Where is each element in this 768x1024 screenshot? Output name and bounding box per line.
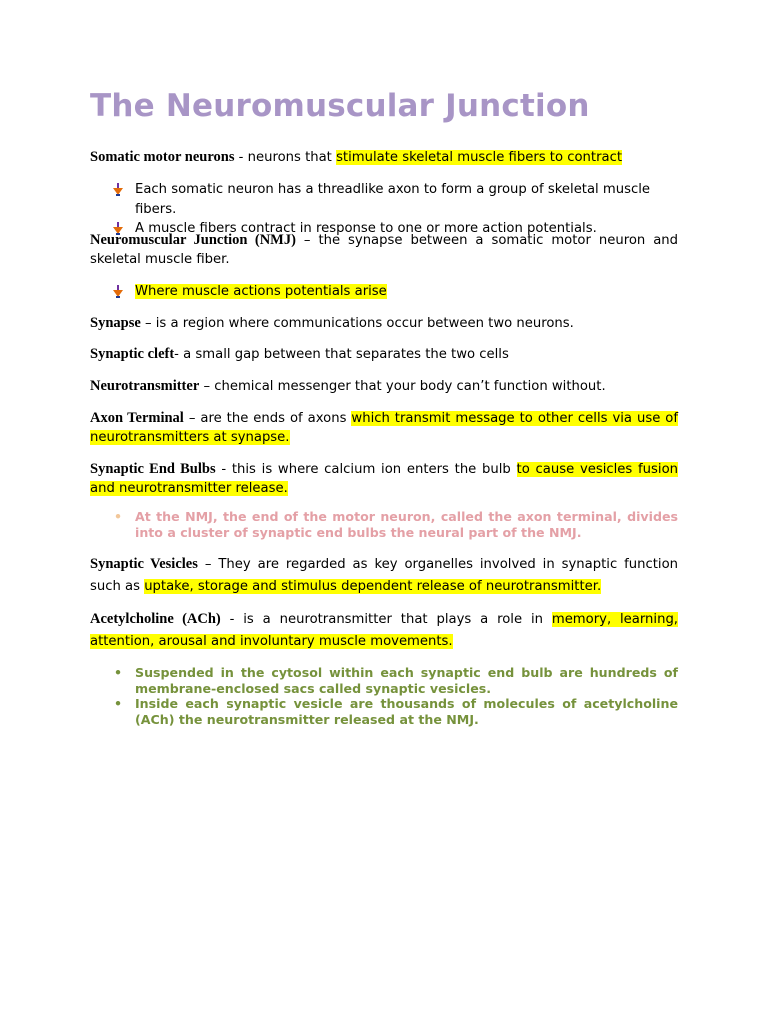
ach-notes [112,665,678,727]
bulbs-paragraph [90,460,678,498]
term-ach: Acetylcholine (ACh) [90,611,221,627]
term-synapse: Synapse [90,315,141,331]
definition-text: – are the ends of axons [183,411,352,426]
list-item [112,665,678,696]
term-somatic: Somatic motor neurons [90,149,235,165]
somatic-paragraph [90,148,678,167]
bulbs-notes [112,509,678,540]
synapse-paragraph [90,314,678,333]
nmj-bullets [112,282,678,302]
list-item-text: A muscle fibers contract in response to one or more action potentials. [135,221,597,236]
arrow-bullet-icon [112,285,124,298]
separator: - [234,150,248,165]
highlighted-text: uptake, storage and stimulus dependent release of neurotransmitter. [144,578,602,594]
somatic-bullets [112,180,678,239]
axon-paragraph [90,409,678,447]
definition-text: – chemical messenger that your body can’t function without. [199,379,606,394]
list-item-text: Suspended in the cytosol within each synaptic end bulb are hundreds of membrane-enclosed sacs called synaptic vesicles. [135,665,678,696]
list-item [112,180,678,219]
list-item [112,509,678,540]
definition-text: - is a neurotransmitter that plays a role in [220,612,552,627]
highlighted-text: which transmit message to other cells via use of neurotransmitters at synapse. [90,411,679,445]
term-cleft: Synaptic cleft [90,346,175,362]
highlighted-text: to cause vesicles fusion and neurotransmitter release. [90,462,678,496]
term-bulbs: Synaptic End Bulbs [90,461,216,477]
definition-text: - a small gap between that separates the two cells [174,347,509,362]
page-title: The Neuromuscular Junction [90,88,590,124]
cleft-paragraph [90,345,678,364]
list-item [112,696,678,727]
definition-text: - this is where calcium ion enters the bulb [215,462,517,477]
neurotransmitter-paragraph [90,377,678,396]
bullet-dot-icon: • [114,665,123,680]
highlighted-text: memory, learning, attention, arousal and involuntary muscle movements. [90,612,679,649]
term-axon: Axon Terminal [90,410,184,426]
nmj-paragraph [90,231,678,269]
bullet-dot-icon: • [114,509,123,524]
list-item-text: Where muscle actions potentials arise [135,284,387,299]
highlighted-text: stimulate skeletal muscle fibers to contract [336,150,623,165]
term-nmj: Neuromuscular Junction (NMJ) [90,232,296,248]
list-item [112,282,678,302]
arrow-bullet-icon [112,183,124,196]
definition-text: neurons that [247,150,337,165]
list-item-text: Inside each synaptic vesicle are thousands of molecules of acetylcholine (ACh) the neurotransmitter released at the NMJ. [135,696,678,727]
ach-paragraph [90,609,678,652]
vesicles-paragraph [90,554,678,597]
term-vesicles: Synaptic Vesicles [90,556,198,572]
definition-text: – is a region where communications occur between two neurons. [140,316,574,331]
list-item-text: At the NMJ, the end of the motor neuron, called the axon terminal, divides into a cluster of synaptic end bulbs the neural part of the NMJ. [135,509,678,540]
bullet-dot-icon: • [114,696,123,711]
list-item-text: Each somatic neuron has a threadlike axon to form a group of skeletal muscle fibers. [135,182,651,217]
definition-text: – the synapse between a somatic motor neuron and skeletal muscle fiber. [90,233,679,267]
definition-text: – They are regarded as key organelles involved in synaptic function such as [90,557,678,594]
term-neurotransmitter: Neurotransmitter [90,378,200,394]
